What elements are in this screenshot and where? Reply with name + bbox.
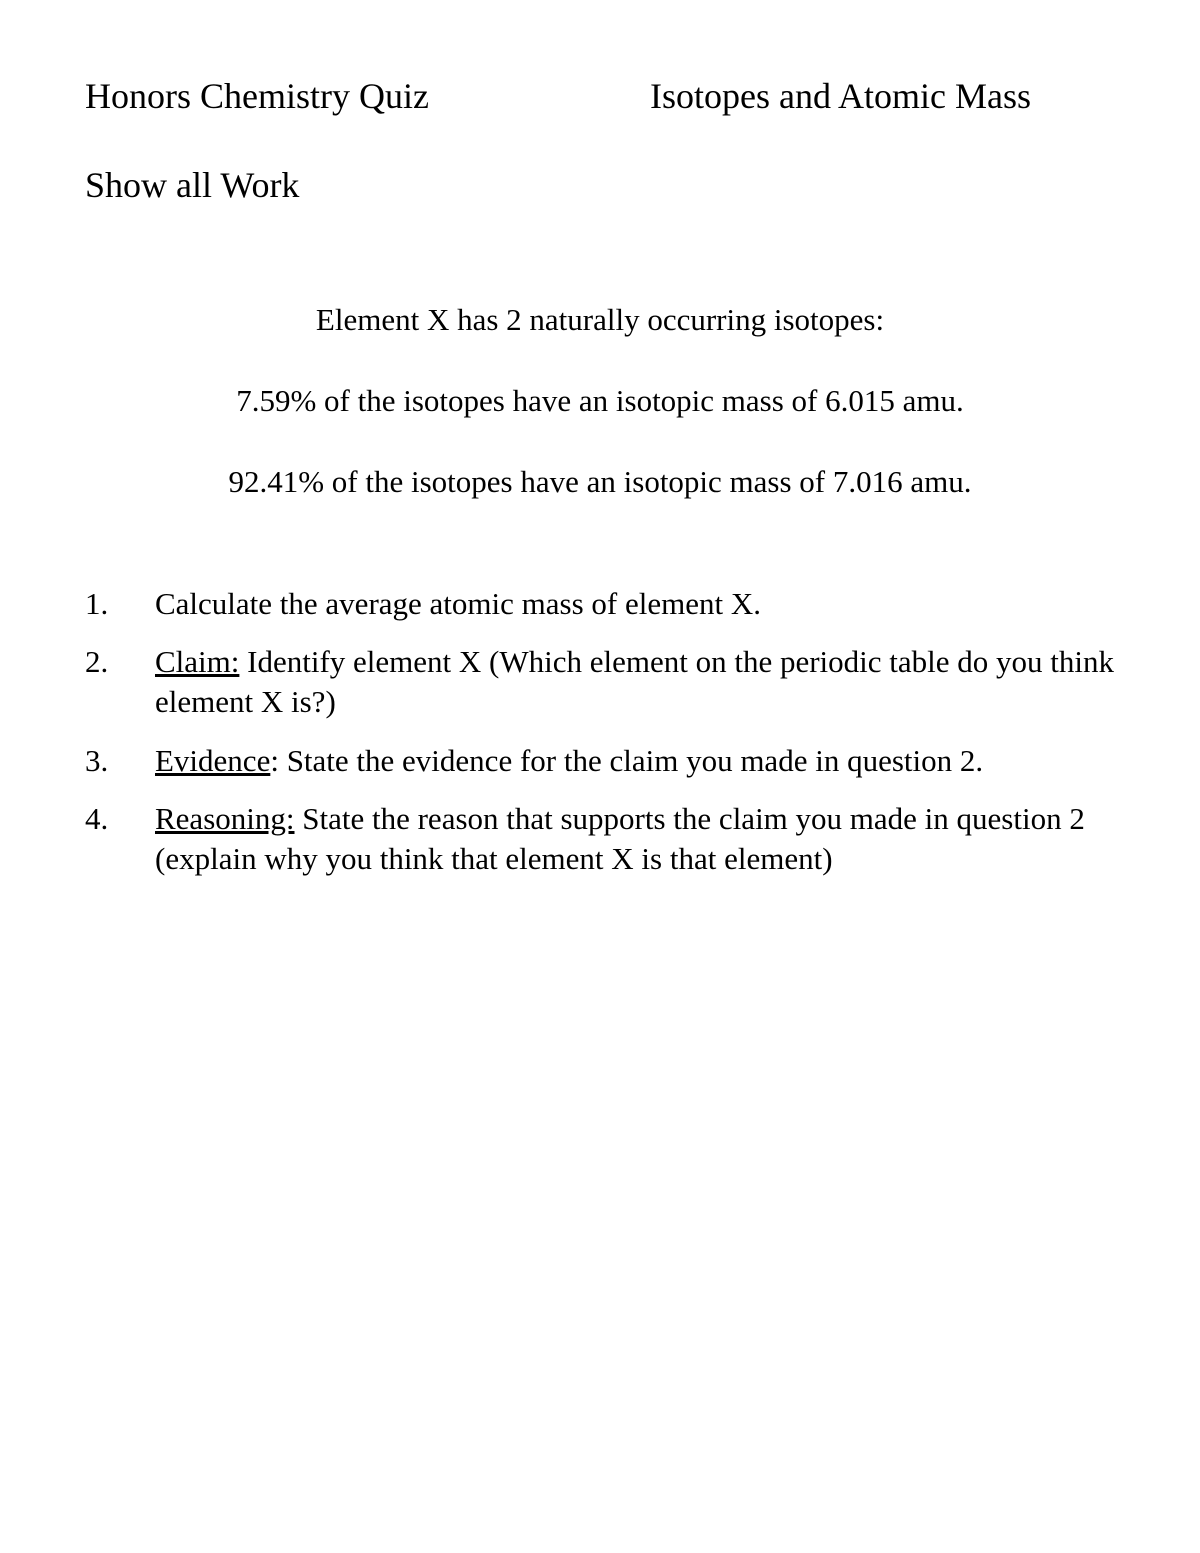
question-number: 2. [85, 644, 109, 679]
problem-intro: Element X has 2 naturally occurring isotopes: [315, 302, 885, 337]
question-2-text [155, 642, 1145, 722]
question-body: : State the evidence for the claim you made in question 2. [270, 743, 984, 778]
question-4-text [155, 799, 1145, 879]
question-number: 3. [85, 743, 109, 778]
isotope-2-text: 92.41% of the isotopes have an isotopic mass of 7.016 amu. [228, 464, 972, 499]
question-number: 1. [85, 586, 109, 621]
question-body: State the reason that supports the claim you made in question 2 (explain why you think that element X is that element) [155, 801, 1085, 876]
question-label: Evidence [155, 743, 271, 778]
question-label: Reasoning: [155, 801, 295, 836]
question-body: Calculate the average atomic mass of element X. [155, 586, 761, 621]
question-1-text [155, 584, 1145, 624]
question-number: 4. [85, 801, 109, 836]
isotope-1-text: 7.59% of the isotopes have an isotopic mass of 6.015 amu. [236, 383, 964, 418]
question-label: Claim: [155, 644, 240, 679]
quiz-title: Honors Chemistry Quiz [85, 76, 429, 116]
instruction-text: Show all Work [85, 165, 300, 205]
quiz-topic: Isotopes and Atomic Mass [650, 76, 1031, 116]
question-body: Identify element X (Which element on the periodic table do you think element X is?) [155, 644, 1115, 719]
question-3-text [155, 741, 1145, 781]
